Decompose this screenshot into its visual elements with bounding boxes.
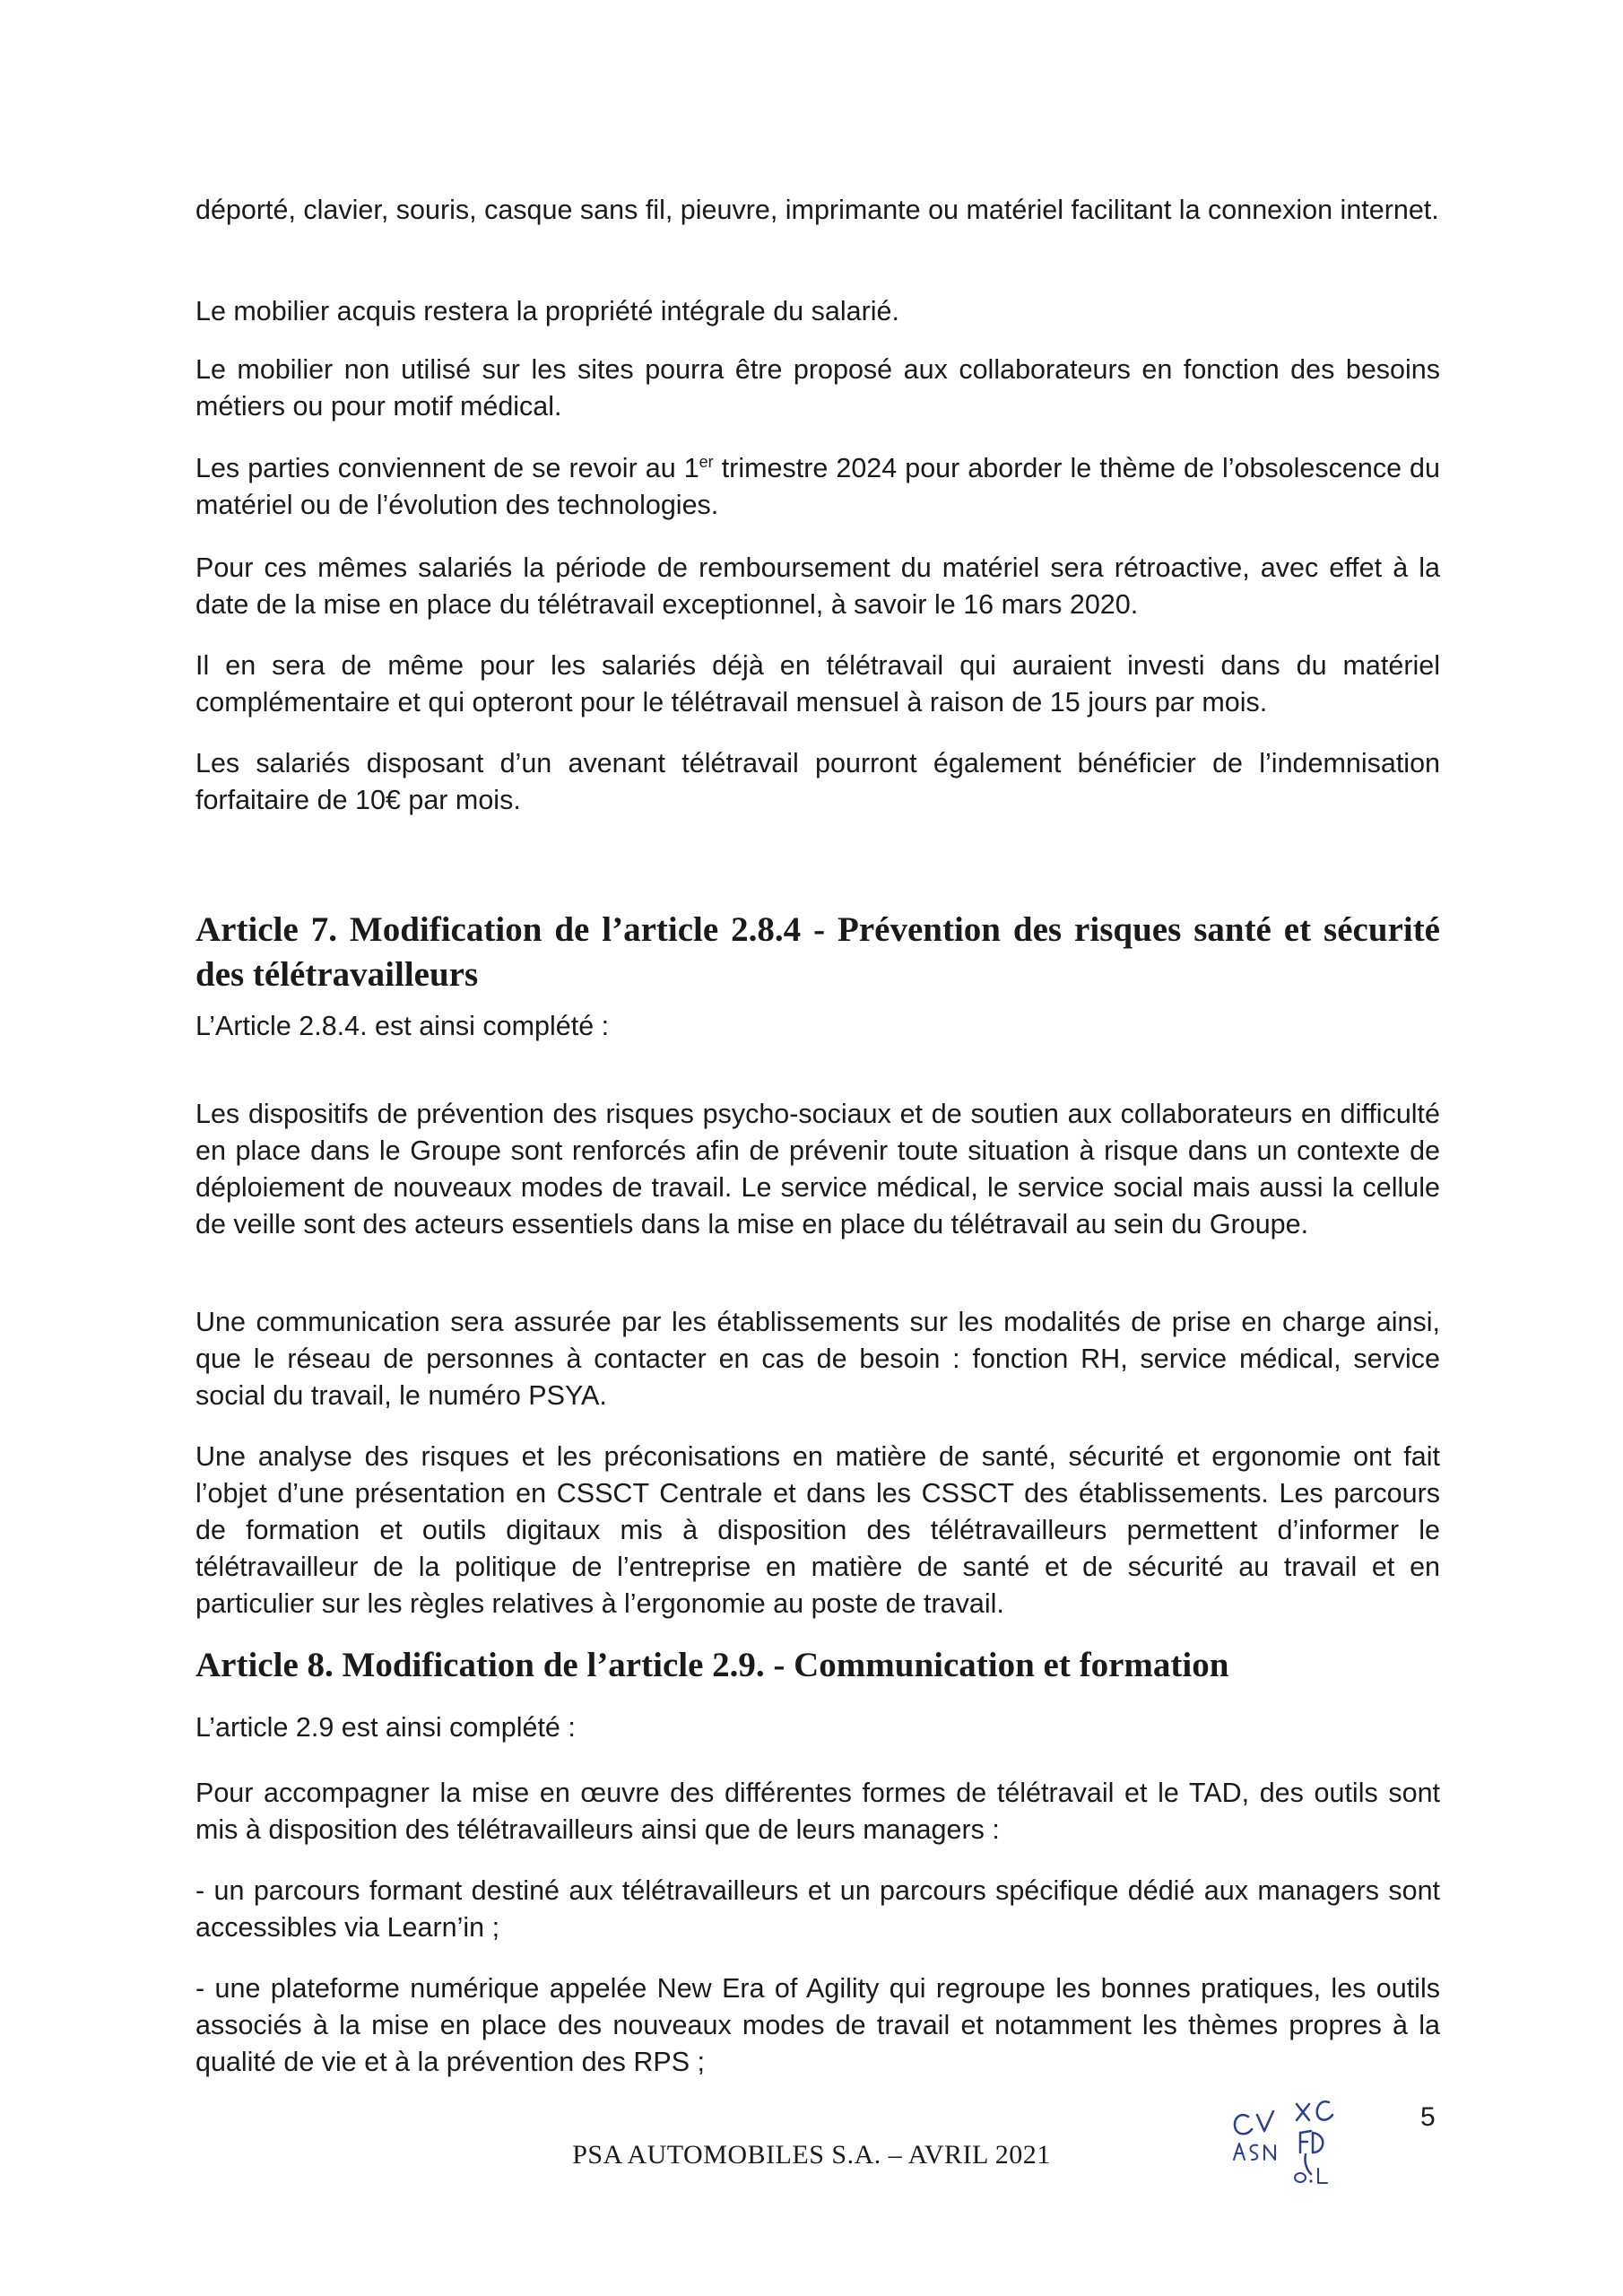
article-7-risk-analysis: Une analyse des risques et les préconisations en matière de santé, sécurité et ergonomie ont fait l’objet d’une présentation en CSSCT Centrale et dans les CSSCT des établissements. Les parcours de formation et outils digitaux mis à disposition des télétravailleurs permettent d’informer le télétravailleur de la politique de l’entreprise en matière de santé et de sécurité au travail et en particulier sur les règles relatives à l’ergonomie au poste de travail. [195,1441,1440,1619]
review-text-end: trimestre 2024 pour aborder le thème de l’obsolescence du matériel ou de l’évolution des technologies. [195,453,1440,520]
ordinal-superscript: er [699,452,714,471]
article-8-digital-platform: - une plateforme numérique appelée New Era of Agility qui regroupe les bonnes pratiques, les outils associés à la mise en place des nouveaux modes de travail et notamment les thèmes propres à la qualité de vie et à la prévention des RPS ; [195,1973,1440,2077]
paragraph-reimbursement-period: Pour ces mêmes salariés la période de remboursement du matériel sera rétroactive, avec effet à la date de la mise en place du télétravail exceptionnel, à savoir le 16 mars 2020. [195,552,1440,620]
article-8-intro: L’article 2.9 est ainsi complété : [195,1712,576,1743]
article-7-heading: Article 7. Modification de l’article 2.8.4 - Prévention des risques santé et sécurité des télétravailleurs [195,910,1440,994]
footer-company-date: PSA AUTOMOBILES S.A. – AVRIL 2021 [572,2140,1051,2170]
handwritten-initials-icon [1228,2090,1372,2188]
article-8-training-path: - un parcours formant destiné aux télétravailleurs et un parcours spécifique dédié aux managers sont accessibles via Learn’in ; [195,1875,1440,1943]
article-7-communication: Une communication sera assurée par les établissements sur les modalités de prise en charge ainsi, que le réseau de personnes à contacter en cas de besoin : fonction RH, service médical, service social du travail, le numéro PSYA. [195,1307,1440,1411]
article-8-tools: Pour accompagner la mise en œuvre des différentes formes de télétravail et le TAD, des outils sont mis à disposition des télétravailleurs ainsi que de leurs managers : [195,1778,1440,1845]
paragraph-unused-furniture: Le mobilier non utilisé sur les sites pourra être proposé aux collaborateurs en fonction des besoins métiers ou pour motif médical. [195,354,1440,422]
article-7-prevention-devices: Les dispositifs de prévention des risques psycho-sociaux et de soutien aux collaborateurs en difficulté en place dans le Groupe sont renforcés afin de prévenir toute situation à risque dans un contexte de déploiement de nouveaux modes de travail. Le service médical, le service social mais aussi la cellule de veille sont des acteurs essentiels dans la mise en place du télétravail au sein du Groupe. [195,1099,1440,1239]
page-number: 5 [1420,2102,1436,2132]
paragraph-furniture-ownership: Le mobilier acquis restera la propriété intégrale du salarié. [195,296,899,326]
article-8-heading: Article 8. Modification de l’article 2.9. - Communication et formation [195,1646,1229,1684]
article-7-intro: L’Article 2.8.4. est ainsi complété : [195,1011,610,1041]
paragraph-review-2024 [195,450,1440,524]
paragraph-equipment-list: déporté, clavier, souris, casque sans fil, pieuvre, imprimante ou matériel facilitant la connexion internet. [195,195,1439,225]
paragraph-flat-allowance: Les salariés disposant d’un avenant télétravail pourront également bénéficier de l’indemnisation forfaitaire de 10€ par mois. [195,748,1440,815]
review-text-start: Les parties conviennent de se revoir au 1 [195,453,699,483]
paragraph-existing-teleworkers: Il en sera de même pour les salariés déjà en télétravail qui auraient investi dans du matériel complémentaire et qui opteront pour le télétravail mensuel à raison de 15 jours par mois. [195,650,1440,718]
